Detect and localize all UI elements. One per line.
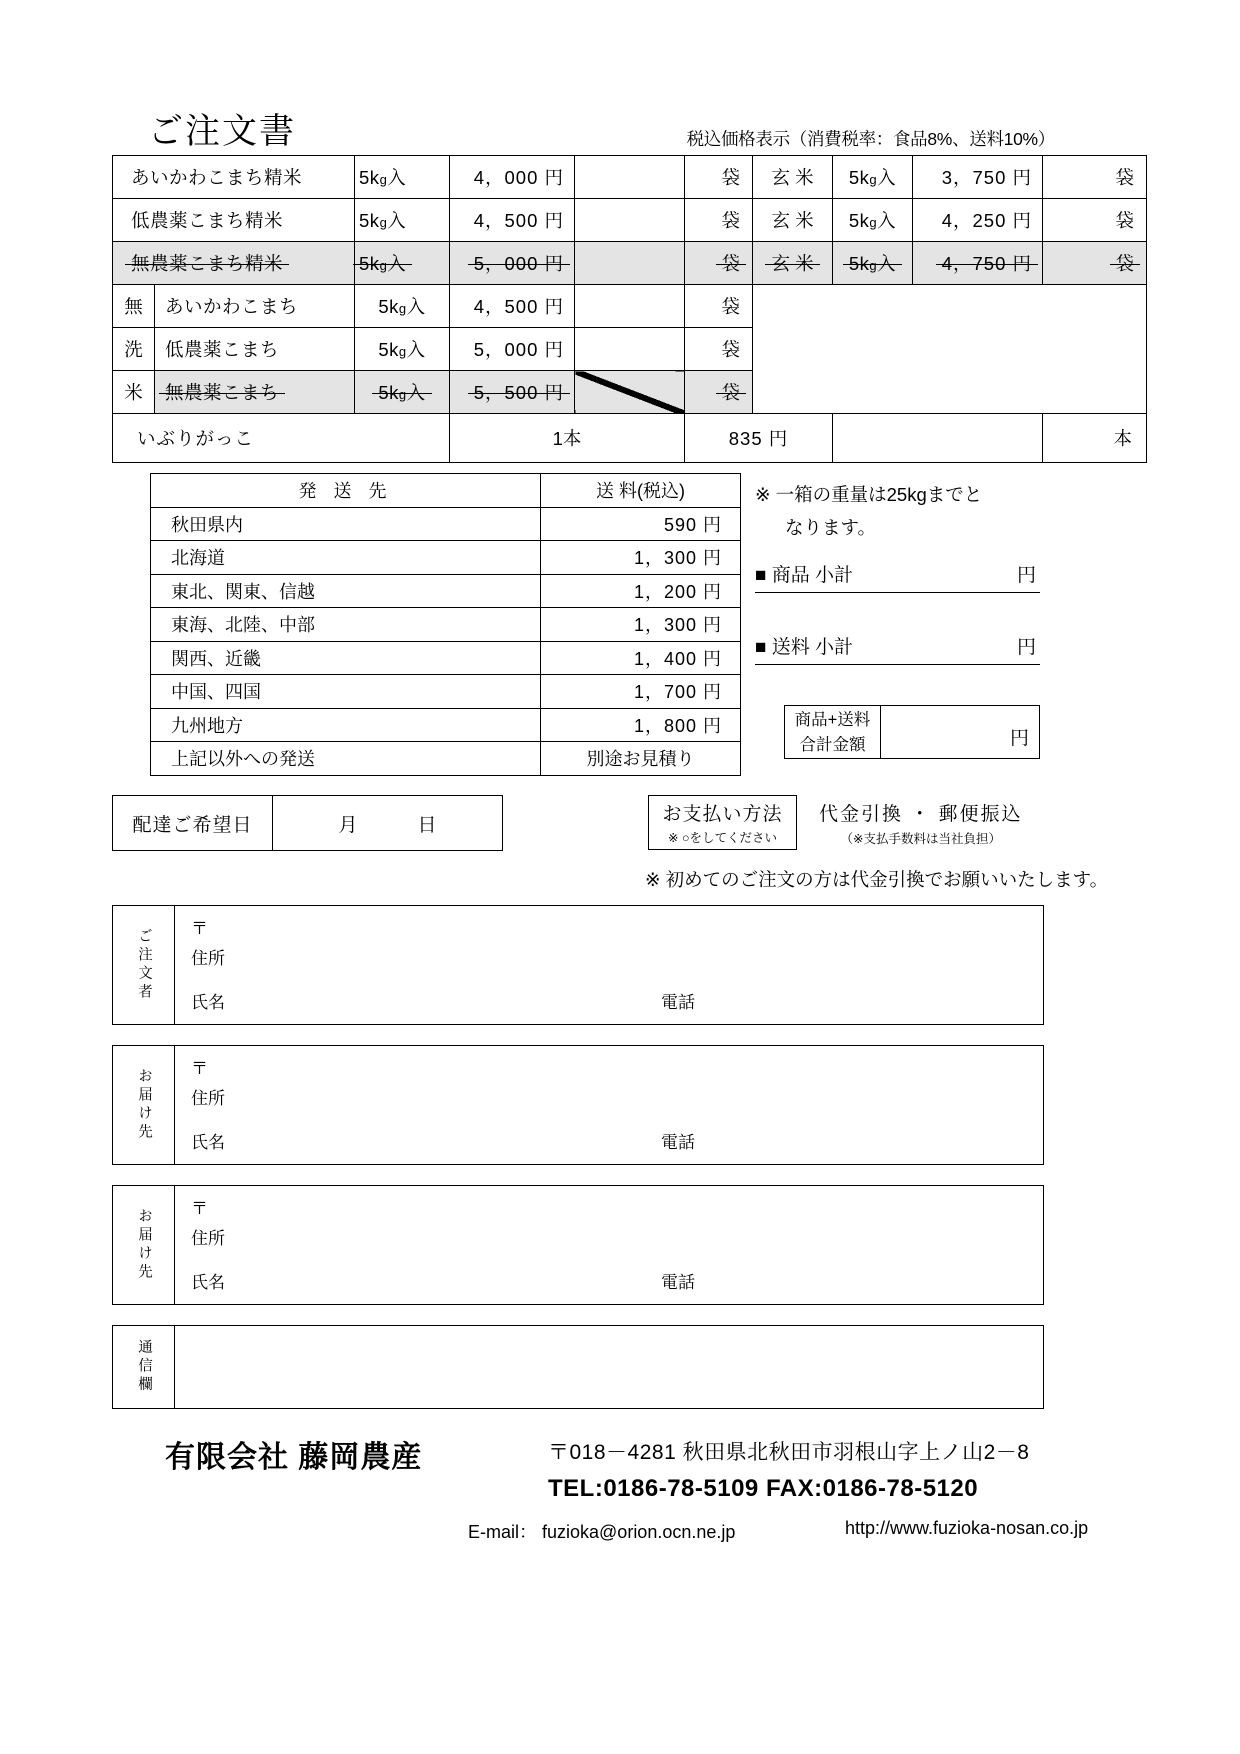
- product-price-table: [112, 155, 1147, 463]
- iburigakko-unit: 本: [1043, 414, 1147, 463]
- orderer-block-label-text: ご注文者: [136, 928, 152, 1002]
- shipto2-tel-label[interactable]: 電話: [661, 1273, 695, 1292]
- weight-limit-note: [755, 478, 982, 544]
- tax-display-note: 税込価格表示（消費税率：食品8%、送料10%）: [686, 129, 1055, 149]
- goods-subtotal-label: ■ 商品 小計: [755, 565, 854, 586]
- shipping-dest: 中国、四国: [151, 675, 541, 709]
- company-name: 有限会社 藤岡農産: [165, 1441, 423, 1474]
- product-qty-input[interactable]: [575, 328, 685, 371]
- table-row-iburigakko: [113, 414, 1147, 463]
- shipping-fee: 1，200 円: [541, 574, 741, 608]
- product-price: 4，000 円: [450, 156, 575, 199]
- first-order-note: ※ 初めてのご注文の方は代金引換でお願いいたします。: [645, 869, 1109, 890]
- shipto1-block-label: [113, 1046, 175, 1164]
- goods-subtotal-yen: 円: [1016, 565, 1036, 586]
- brown-rice-price: 4，750 円: [913, 242, 1043, 285]
- payment-method-label: お支払い方法: [662, 804, 783, 825]
- shipping-fee-header: 送 料(税込): [541, 474, 741, 508]
- table-row: [151, 574, 741, 608]
- table-row: [151, 608, 741, 642]
- table-row: [151, 641, 741, 675]
- shipto1-tel-label[interactable]: 電話: [661, 1133, 695, 1152]
- orderer-block-label: [113, 906, 175, 1024]
- product-name: あいかわこまち精米: [113, 156, 355, 199]
- goods-subtotal-field[interactable]: [755, 560, 1040, 593]
- iburigakko-price: 835 円: [685, 414, 833, 463]
- brown-rice-label: 玄 米: [753, 199, 833, 242]
- musenmai-label-char-3: 米: [113, 371, 155, 414]
- grand-total-label-line2: 合計金額: [799, 736, 866, 754]
- product-unit: 袋: [685, 242, 753, 285]
- shipping-dest: 北海道: [151, 541, 541, 575]
- delivery-date-box: [112, 795, 503, 851]
- table-row: [151, 675, 741, 709]
- product-price: 4，500 円: [450, 199, 575, 242]
- shipping-dest: 九州地方: [151, 708, 541, 742]
- product-price: 4，500 円: [450, 285, 575, 328]
- shipping-subtotal-yen: 円: [1016, 637, 1036, 658]
- shipto1-address-label[interactable]: 住所: [191, 1089, 225, 1108]
- payment-method-hint: ※ ○をしてください: [668, 831, 777, 845]
- grand-total-yen: 円: [1009, 728, 1029, 749]
- payment-fee-note: （※支払手数料は当社負担）: [840, 831, 1001, 846]
- shipping-fee: 1，400 円: [541, 641, 741, 675]
- brown-rice-label: 玄 米: [753, 242, 833, 285]
- product-unit: 袋: [685, 285, 753, 328]
- iburigakko-qty: 1本: [450, 414, 685, 463]
- orderer-name-label[interactable]: 氏名: [191, 993, 225, 1012]
- table-row: [113, 285, 1147, 328]
- product-size: 5kg入: [355, 156, 450, 199]
- grand-total-label: [785, 706, 881, 758]
- brown-rice-unit: 袋: [1043, 199, 1147, 242]
- product-name: あいかわこまち: [155, 285, 355, 328]
- memo-block[interactable]: [112, 1325, 1044, 1409]
- delivery-date-label: 配達ご希望日: [113, 796, 273, 851]
- brown-rice-price: 4，250 円: [913, 199, 1043, 242]
- shipping-fee: 1，300 円: [541, 541, 741, 575]
- weight-note-line2: なります。: [785, 517, 877, 538]
- shipping-subtotal-field[interactable]: [755, 632, 1040, 665]
- product-price: 5，000 円: [450, 328, 575, 371]
- shipping-fee-table: [150, 473, 741, 776]
- shipping-dest: 上記以外への発送: [151, 742, 541, 776]
- soldout-slash-icon-3: [575, 371, 685, 414]
- table-row-soldout: [113, 242, 1147, 285]
- product-price: 5，000 円: [450, 242, 575, 285]
- musenmai-label-char-2: 洗: [113, 328, 155, 371]
- table-row: [151, 507, 741, 541]
- table-row: [649, 796, 1045, 850]
- table-header-row: [151, 474, 741, 508]
- table-row: [151, 742, 741, 776]
- company-tel-fax: TEL:0186-78-5109 FAX:0186-78-5120: [548, 1475, 979, 1502]
- soldout-slash-icon-2: 袋: [1043, 242, 1147, 285]
- table-row: [113, 199, 1147, 242]
- shipto1-postal-label[interactable]: 〒: [191, 1059, 208, 1078]
- empty-cell: [753, 285, 1147, 414]
- shipto1-block-label-text: お届け先: [136, 1068, 152, 1142]
- table-row: [113, 156, 1147, 199]
- iburigakko-name: いぶりがっこ: [113, 414, 450, 463]
- memo-block-label: [113, 1326, 175, 1408]
- company-email: E-mail： fuzioka@orion.ocn.ne.jp: [468, 1522, 736, 1542]
- orderer-address-block: [112, 905, 1044, 1025]
- shipto2-address-block: [112, 1185, 1044, 1305]
- delivery-date-input[interactable]: [273, 796, 503, 851]
- orderer-postal-label[interactable]: 〒: [191, 919, 208, 938]
- page-title: ご注文書: [148, 112, 297, 151]
- shipto2-block-label: [113, 1186, 175, 1304]
- product-size: 5kg入: [355, 371, 450, 414]
- table-row: [151, 541, 741, 575]
- grand-total-box[interactable]: [784, 705, 1040, 759]
- product-unit: 袋: [685, 156, 753, 199]
- shipto2-postal-label[interactable]: 〒: [191, 1199, 208, 1218]
- shipping-fee: 1，700 円: [541, 675, 741, 709]
- musenmai-label-char-1: 無: [113, 285, 155, 328]
- shipping-dest: 関西、近畿: [151, 641, 541, 675]
- brown-rice-label: 玄 米: [753, 156, 833, 199]
- delivery-month-unit: 月: [338, 814, 358, 836]
- brown-rice-unit: 袋: [1043, 156, 1147, 199]
- shipping-dest: 東北、関東、信越: [151, 574, 541, 608]
- grand-total-label-line1: 商品+送料: [794, 711, 871, 729]
- product-name: 低農薬こまち: [155, 328, 355, 371]
- shipping-dest: 秋田県内: [151, 507, 541, 541]
- company-website-url[interactable]: http://www.fuzioka-nosan.co.jp: [845, 1518, 1089, 1538]
- product-unit: 袋: [685, 199, 753, 242]
- payment-options[interactable]: 代金引換 ・ 郵便振込: [818, 803, 1023, 825]
- product-name: 低農薬こまち精米: [113, 199, 355, 242]
- product-qty-input[interactable]: [575, 199, 685, 242]
- product-size: 5kg入: [355, 242, 450, 285]
- table-row: [151, 708, 741, 742]
- shipping-fee: 590 円: [541, 507, 741, 541]
- payment-method-label-cell: [649, 796, 797, 850]
- shipto2-address-label[interactable]: 住所: [191, 1229, 225, 1248]
- product-name: 無農薬こまち精米: [113, 242, 355, 285]
- iburigakko-qty-input[interactable]: [833, 414, 1043, 463]
- shipping-fee: 1，800 円: [541, 708, 741, 742]
- company-address: 〒018－4281 秋田県北秋田市羽根山字上ノ山2－8: [548, 1441, 1030, 1464]
- orderer-tel-label[interactable]: 電話: [661, 993, 695, 1012]
- shipto1-address-block: [112, 1045, 1044, 1165]
- payment-method-box: [648, 795, 1045, 850]
- shipping-fee: 別途お見積り: [541, 742, 741, 776]
- shipping-subtotal-label: ■ 送料 小計: [755, 637, 854, 658]
- payment-options-cell[interactable]: [797, 796, 1045, 850]
- shipto1-name-label[interactable]: 氏名: [191, 1133, 225, 1152]
- product-unit: 袋: [685, 371, 753, 414]
- delivery-day-unit: 日: [417, 814, 437, 836]
- soldout-slash-icon: [575, 242, 685, 285]
- shipping-fee: 1，300 円: [541, 608, 741, 642]
- product-qty-input[interactable]: [575, 156, 685, 199]
- orderer-address-label[interactable]: 住所: [191, 949, 225, 968]
- brown-rice-price: 3，750 円: [913, 156, 1043, 199]
- product-size: 5kg入: [355, 328, 450, 371]
- brown-rice-size: 5kg入: [833, 242, 913, 285]
- shipping-dest-header: 発 送 先: [151, 474, 541, 508]
- shipto2-name-label[interactable]: 氏名: [191, 1273, 225, 1292]
- memo-block-label-text: 通信欄: [136, 1339, 152, 1395]
- table-row: [113, 796, 503, 851]
- product-name: 無農薬こまち: [155, 371, 355, 414]
- product-size: 5kg入: [355, 285, 450, 328]
- product-unit: 袋: [685, 328, 753, 371]
- shipto2-block-label-text: お届け先: [136, 1208, 152, 1282]
- weight-note-line1: ※ 一箱の重量は25kgまでと: [755, 484, 983, 505]
- brown-rice-size: 5kg入: [833, 199, 913, 242]
- product-price: 5，500 円: [450, 371, 575, 414]
- brown-rice-size: 5kg入: [833, 156, 913, 199]
- product-qty-input[interactable]: [575, 285, 685, 328]
- shipping-dest: 東海、北陸、中部: [151, 608, 541, 642]
- product-size: 5kg入: [355, 199, 450, 242]
